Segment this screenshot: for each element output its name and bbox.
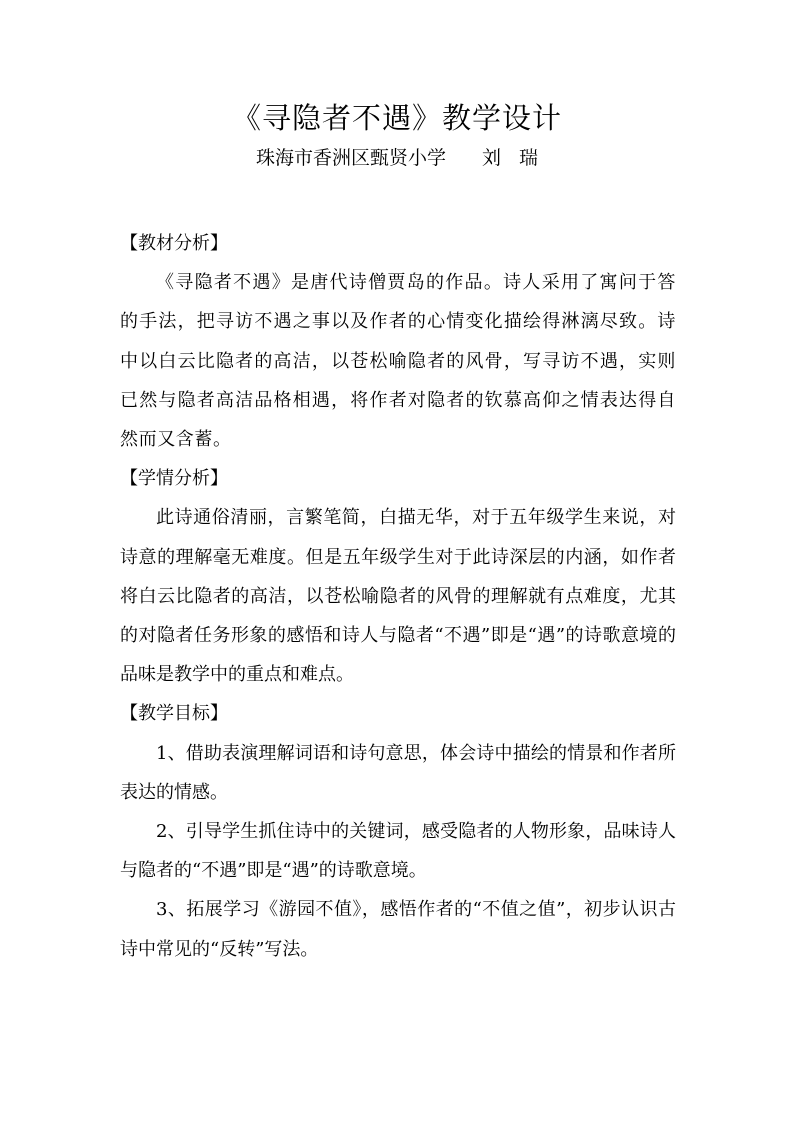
- section-heading-student-analysis: 【学情分析】: [120, 468, 228, 490]
- goal-item-2: 2、引导学生抓住诗中的关键词，感受隐者的人物形象，品味诗人与隐者的“不遇”即是“遇”的诗歌意境。: [120, 821, 676, 882]
- author-name-first: 刘: [481, 147, 501, 169]
- paragraph-textbook-analysis: 《寻隐者不遇》是唐代诗僧贾岛的作品。诗人采用了寓问于答的手法，把寻访不遇之事以及作者的心情变化描绘得淋漓尽致。诗中以白云比隐者的高洁，以苍松喻隐者的风骨，写寻访不遇，实则已然与隐者高洁品格相遇，将作者对隐者的钦慕高仰之情表达得自然而又含蓄。: [120, 272, 676, 451]
- section-heading-textbook-analysis: 【教材分析】: [120, 233, 228, 254]
- author-name-second: 瑞: [519, 147, 539, 169]
- paragraph-student-analysis: 此诗通俗清丽，言繁笔简，白描无华，对于五年级学生来说，对诗意的理解毫无难度。但是五年级学生对于此诗深层的内涵，如作者将白云比隐者的高洁，以苍松喻隐者的风骨的理解就有点难度，尤其的对隐者任务形象的感悟和诗人与隐者“不遇”即是“遇”的诗歌意境的品味是教学中的重点和难点。: [120, 507, 676, 686]
- goal-item-1: 1、借助表演理解词语和诗句意思，体会诗中描绘的情景和作者所表达的情感。: [120, 742, 676, 803]
- goal-item-3: 3、拓展学习《游园不值》，感悟作者的“不值之值”，初步认识古诗中常见的“反转”写法。: [120, 899, 676, 960]
- document-body: [120, 224, 676, 969]
- section-heading-teaching-goals: 【教学目标】: [120, 703, 228, 725]
- author-school: 珠海市香洲区甄贤小学: [255, 147, 446, 169]
- document-title: 《寻隐者不遇》教学设计: [231, 101, 562, 135]
- author-line: [0, 143, 794, 173]
